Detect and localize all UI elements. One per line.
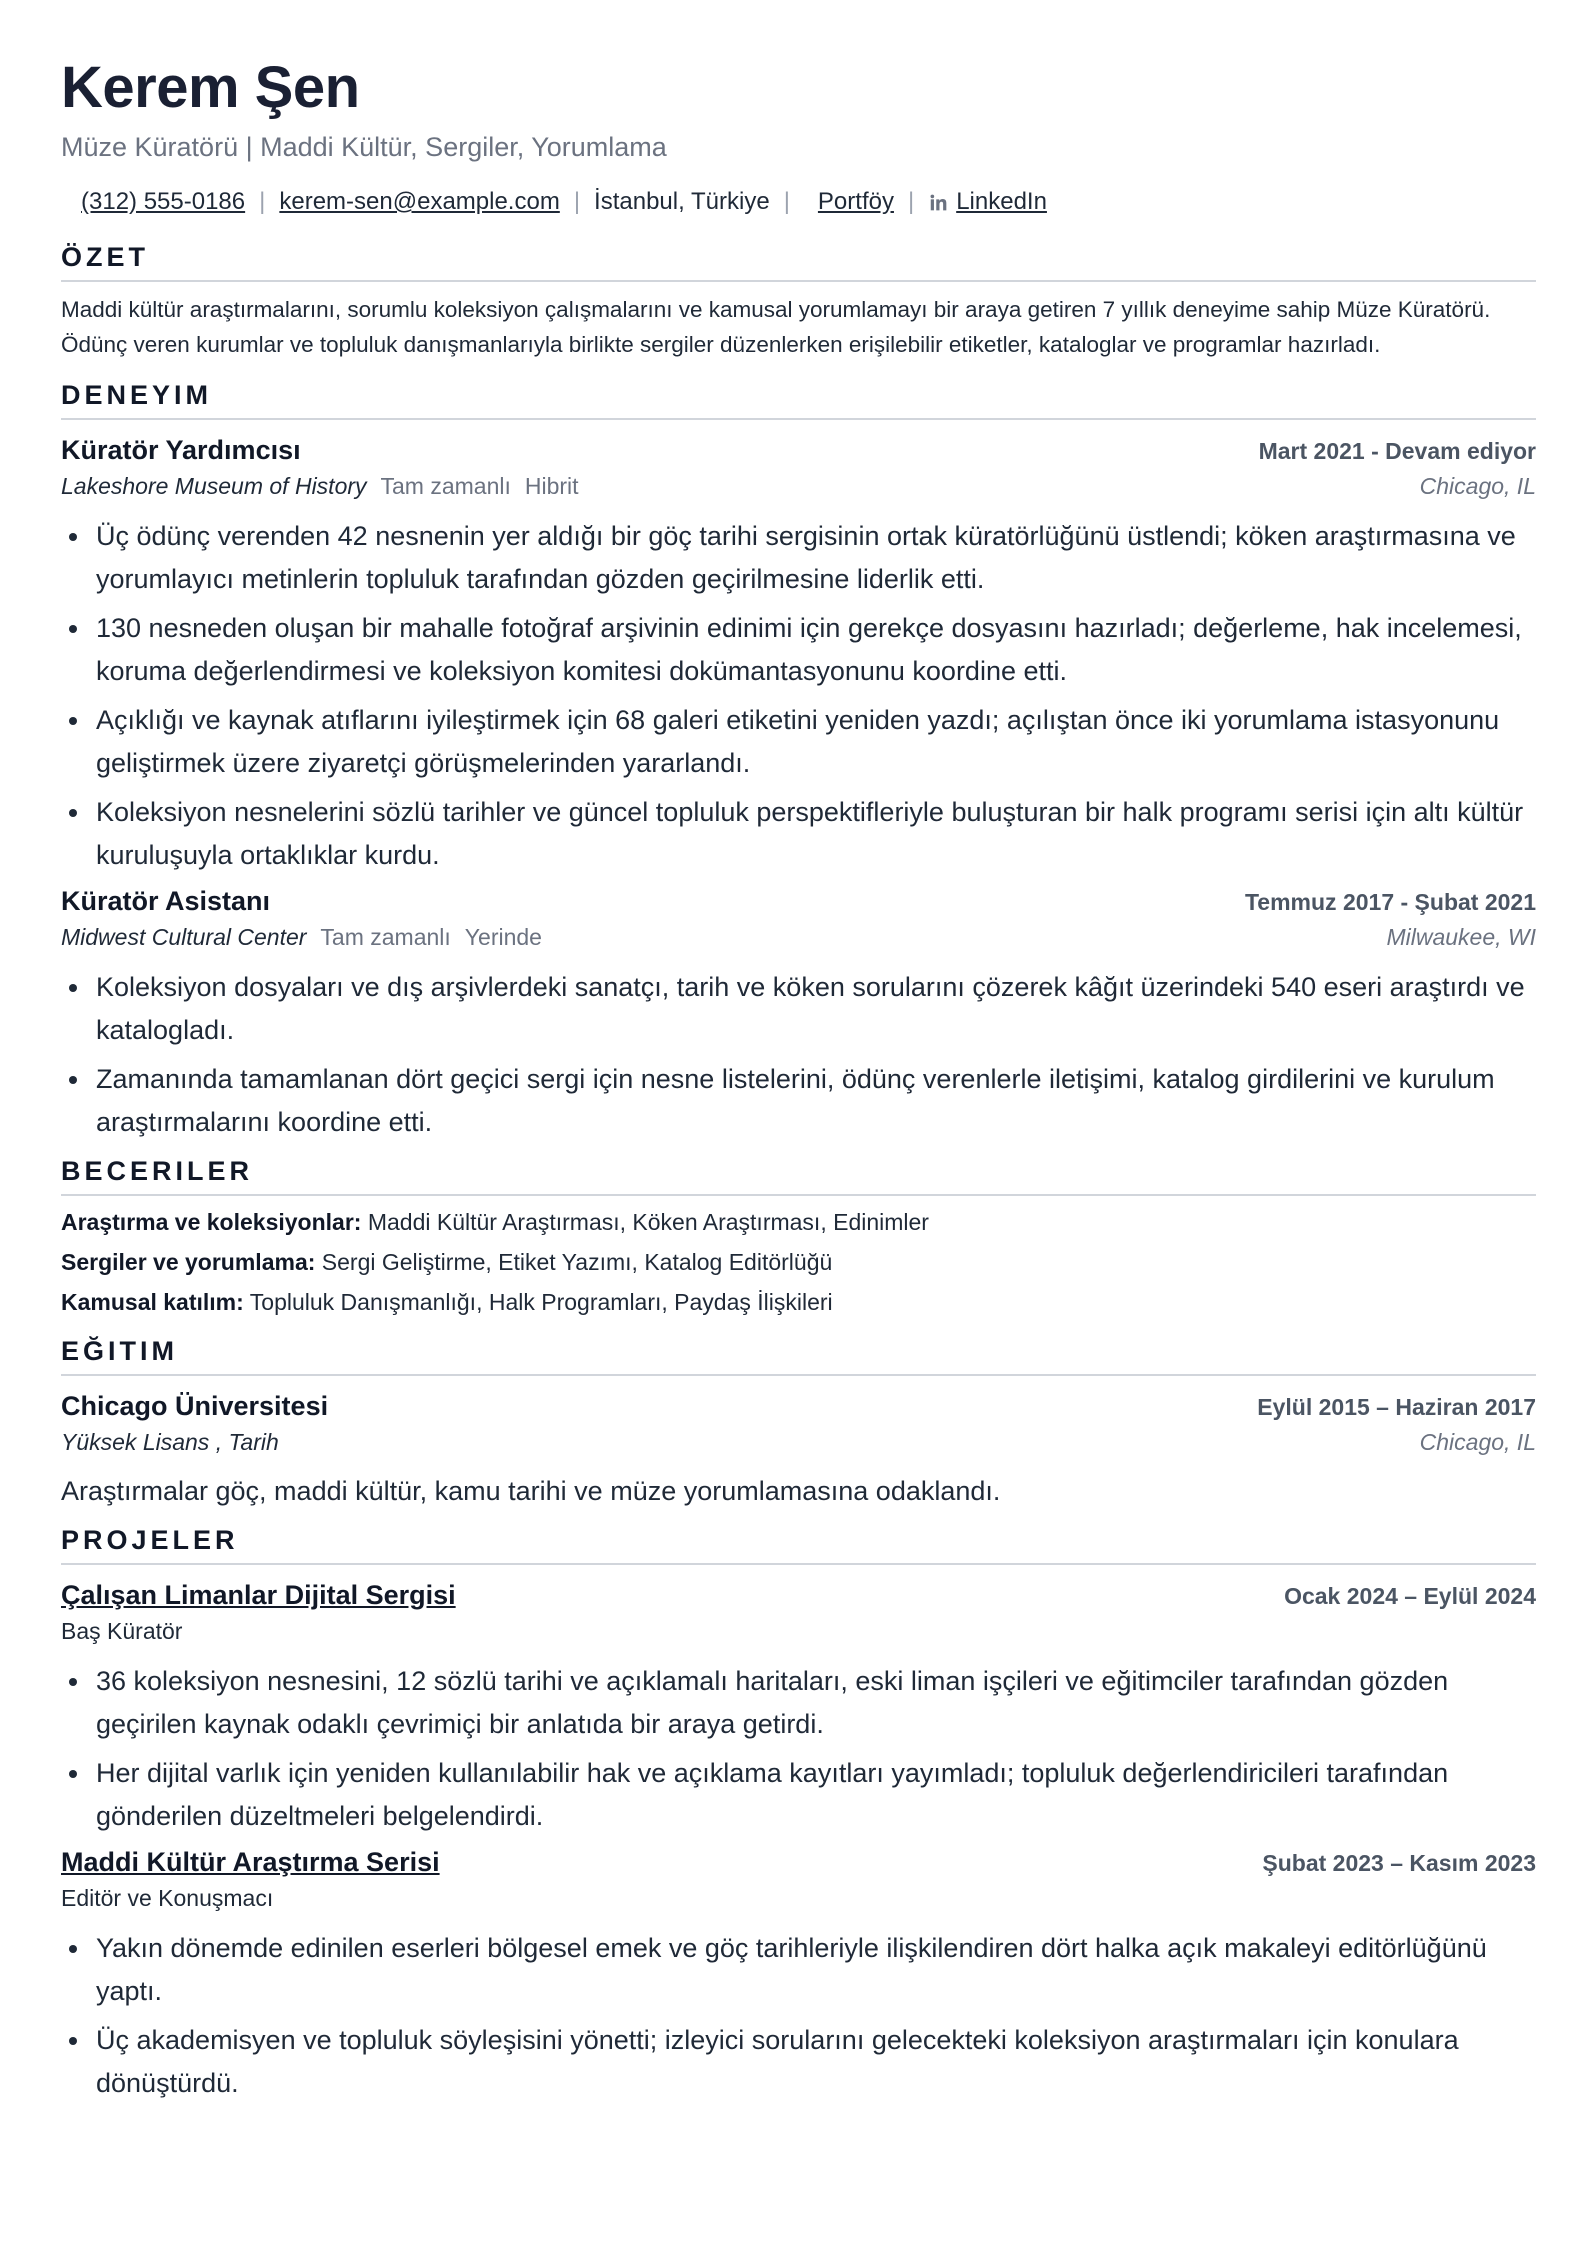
project-role: Editör ve Konuşmacı <box>61 1885 274 1911</box>
job-mode: Yerinde <box>464 924 542 950</box>
job-organization: Lakeshore Museum of History <box>61 473 367 499</box>
section-title-experience: DENEYIM <box>61 378 1536 420</box>
section-title-skills: BECERILER <box>61 1154 1536 1196</box>
summary-text: Maddi kültür araştırmalarını, sorumlu koleksiyon çalışmalarını ve kamusal yorumlamayı bir araya getiren 7 yıllık deneyime sahip Müze Küratörü. Ödünç veren kurumlar ve topluluk danışmanlarıyla birlikte sergiler düzenlerken erişilebilir etiketler, kataloglar ve programlar hazırladı. <box>61 297 1491 357</box>
project-bullets <box>61 1927 1536 2105</box>
contact-separator: | <box>573 188 581 215</box>
job-mode: Hibrit <box>524 473 579 499</box>
phone-link[interactable]: (312) 555-0186 <box>81 188 246 215</box>
job-dates: Mart 2021 - Devam ediyor <box>1258 438 1536 464</box>
school-name: Chicago Üniversitesi <box>61 1391 329 1421</box>
skill-group <box>61 1242 1536 1282</box>
summary-section <box>61 240 1536 362</box>
linkedin-link[interactable]: LinkedIn <box>956 188 1047 215</box>
bullet-item: Üç ödünç verenden 42 nesnenin yer aldığı bir göç tarihi sergisinin ortak küratörlüğünü üstlendi; köken araştırmasına ve yorumlayıcı metinlerin topluluk tarafından gözden geçirilmesine liderlik etti. <box>61 515 1536 601</box>
skills-section <box>61 1154 1536 1322</box>
project-title-link[interactable]: Maddi Kültür Araştırma Serisi <box>61 1847 440 1877</box>
candidate-headline: Müze Küratörü | Maddi Kültür, Sergiler, Yorumlama <box>61 132 667 162</box>
email-link[interactable]: kerem-sen@example.com <box>279 188 560 215</box>
job-type: Tam zamanlı <box>380 473 511 499</box>
project-role: Baş Küratör <box>61 1618 183 1644</box>
education-dates: Eylül 2015 – Haziran 2017 <box>1257 1394 1536 1420</box>
education-note: Araştırmalar göç, maddi kültür, kamu tarihi ve müze yorumlamasına odaklandı. <box>61 1476 1001 1506</box>
project-dates: Şubat 2023 – Kasım 2023 <box>1262 1850 1536 1876</box>
section-title-projects: PROJELER <box>61 1523 1536 1565</box>
project-entry <box>61 1577 1536 1838</box>
job-role: Küratör Yardımcısı <box>61 435 301 465</box>
contact-bar <box>81 186 1536 218</box>
job-organization: Midwest Cultural Center <box>61 924 307 950</box>
job-bullets <box>61 515 1536 877</box>
job-dates: Temmuz 2017 - Şubat 2021 <box>1244 889 1536 915</box>
degree: Yüksek Lisans , Tarih <box>61 1429 279 1455</box>
bullet-item: Koleksiyon dosyaları ve dış arşivlerdeki sanatçı, tarih ve köken sorularını çözerek kâğıt üzerindeki 540 eseri araştırdı ve katalogladı. <box>61 966 1536 1052</box>
job-entry <box>61 883 1536 1144</box>
project-bullets <box>61 1660 1536 1838</box>
bullet-item: 36 koleksiyon nesnesini, 12 sözlü tarihi ve açıklamalı haritaları, eski liman işçileri ve eğitimciler tarafından gözden geçirilen kaynak odaklı çevrimiçi bir anlatıda bir araya getirdi. <box>61 1660 1536 1746</box>
skill-group <box>61 1282 1536 1322</box>
bullet-item: Açıklığı ve kaynak atıflarını iyileştirmek için 68 galeri etiketini yeniden yazdı; açılıştan önce iki yorumlama istasyonunu geliştirmek üzere ziyaretçi görüşmelerinden yararlandı. <box>61 699 1536 785</box>
skill-group-label: Kamusal katılım: <box>61 1289 244 1315</box>
skill-group <box>61 1202 1536 1242</box>
skill-group-label: Sergiler ve yorumlama: <box>61 1249 316 1275</box>
contact-separator: | <box>783 188 790 215</box>
contact-separator: | <box>259 188 266 215</box>
job-location: Chicago, IL <box>1419 473 1536 499</box>
skill-group-items: Topluluk Danışmanlığı, Halk Programları, Paydaş İlişkileri <box>249 1289 833 1315</box>
job-role: Küratör Asistanı <box>61 886 271 916</box>
portfolio-link[interactable]: Portföy <box>817 188 894 215</box>
skill-group-label: Araştırma ve koleksiyonlar: <box>61 1209 362 1235</box>
project-dates: Ocak 2024 – Eylül 2024 <box>1284 1583 1536 1609</box>
skill-group-items: Maddi Kültür Araştırması, Köken Araştırması, Edinimler <box>367 1209 929 1235</box>
education-section <box>61 1334 1536 1511</box>
bullet-item: Her dijital varlık için yeniden kullanılabilir hak ve açıklama kayıtları yayımladı; topluluk değerlendiricileri tarafından gönderilen düzeltmeleri belgelendirdi. <box>61 1752 1536 1838</box>
candidate-name: Kerem Şen <box>61 55 360 120</box>
job-bullets <box>61 966 1536 1144</box>
project-entry <box>61 1844 1536 2105</box>
skills-list <box>61 1202 1536 1322</box>
job-type: Tam zamanlı <box>320 924 451 950</box>
projects-section <box>61 1523 1536 2105</box>
bullet-item: Üç akademisyen ve topluluk söyleşisini yönetti; izleyici sorularını gelecekteki koleksiyon araştırmaları için konulara dönüştürdü. <box>61 2019 1536 2105</box>
bullet-item: Yakın dönemde edinilen eserleri bölgesel emek ve göç tarihleriyle ilişkilendiren dört halka açık makaleyi editörlüğünü yaptı. <box>61 1927 1536 2013</box>
project-title-link[interactable]: Çalışan Limanlar Dijital Sergisi <box>61 1580 456 1610</box>
education-entry <box>61 1388 1536 1511</box>
section-title-education: EĞITIM <box>61 1334 1536 1376</box>
bullet-item: Koleksiyon nesnelerini sözlü tarihler ve güncel topluluk perspektifleriyle buluşturan bir halk programı serisi için altı kültür kuruluşuyla ortaklıklar kurdu. <box>61 791 1536 877</box>
bullet-item: 130 nesneden oluşan bir mahalle fotoğraf arşivinin edinimi için gerekçe dosyasını hazırladı; değerleme, hak incelemesi, koruma değerlendirmesi ve koleksiyon komitesi dokümantasyonunu koordine etti. <box>61 607 1536 693</box>
skill-group-items: Sergi Geliştirme, Etiket Yazımı, Katalog Editörlüğü <box>321 1249 833 1275</box>
job-location: Milwaukee, WI <box>1386 924 1536 950</box>
linkedin-icon <box>928 191 950 213</box>
job-entry <box>61 432 1536 877</box>
contact-separator: | <box>907 188 915 215</box>
section-title-summary: ÖZET <box>61 240 1536 282</box>
experience-section <box>61 378 1536 1144</box>
location-text: İstanbul, Türkiye <box>594 188 770 215</box>
bullet-item: Zamanında tamamlanan dört geçici sergi için nesne listelerini, ödünç verenlerle iletişimi, katalog girdilerini ve kurulum araştırmalarını koordine etti. <box>61 1058 1536 1144</box>
education-location: Chicago, IL <box>1419 1429 1536 1455</box>
